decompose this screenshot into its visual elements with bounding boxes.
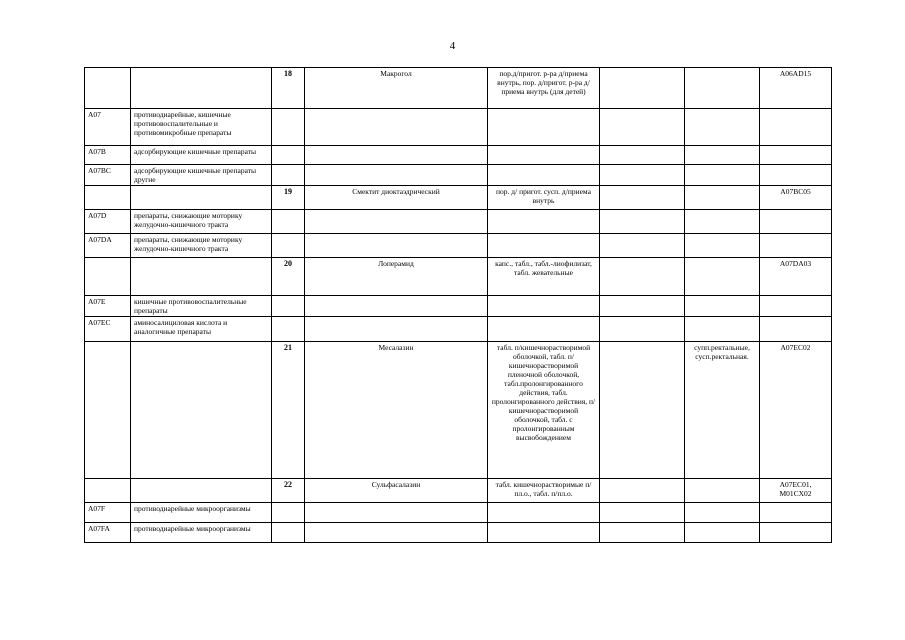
atc-code-cell	[760, 503, 832, 523]
dosage-form-cell: табл. п/кишечнорастворимой оболочкой, табл. п/кишечнорастворимой пленочной оболочкой, табл.пролонгированного действия, табл. пролонгированного действия, п/кишечнорастворимой оболочкой, табл. с пролонгированным высвобождением	[488, 342, 600, 479]
dosage-form-cell	[488, 523, 600, 543]
drug-name-cell	[305, 210, 488, 234]
drug-name-cell	[305, 317, 488, 342]
atc-group-code-cell	[85, 258, 131, 296]
atc-code-cell	[760, 165, 832, 186]
atc-group-code-cell: A07EC	[85, 317, 131, 342]
row-number-cell	[272, 210, 305, 234]
group-name-cell	[131, 258, 272, 296]
extra-col-2-cell	[685, 503, 760, 523]
dosage-form-cell: табл. кишечнорастворимые п/пл.о., табл. п/пл.о.	[488, 479, 600, 503]
row-number-cell: 21	[272, 342, 305, 479]
group-name-cell	[131, 186, 272, 210]
drug-name-cell	[305, 165, 488, 186]
drug-name-cell	[305, 503, 488, 523]
extra-col-1-cell	[600, 296, 685, 317]
drug-name-cell	[305, 296, 488, 317]
dosage-form-cell: пор.д/пригот. р-ра д/приема внутрь, пор. д/пригот. р-ра д/приема внутрь (для детей)	[488, 68, 600, 109]
group-name-cell: противодиарейные микроорганизмы	[131, 503, 272, 523]
extra-col-1-cell	[600, 68, 685, 109]
extra-col-2-cell	[685, 109, 760, 146]
dosage-form-cell	[488, 146, 600, 165]
extra-col-1-cell	[600, 186, 685, 210]
table-row	[85, 258, 832, 296]
table-row	[85, 210, 832, 234]
table-row	[85, 342, 832, 479]
table-row	[85, 296, 832, 317]
group-name-cell: препараты, снижающие моторику желудочно-кишечного тракта	[131, 210, 272, 234]
extra-col-2-cell	[685, 165, 760, 186]
extra-col-1-cell	[600, 165, 685, 186]
table-body	[85, 68, 832, 543]
extra-col-2-cell	[685, 523, 760, 543]
extra-col-2-cell	[685, 296, 760, 317]
extra-col-2-cell: супп.ректальные, сусп.ректальная.	[685, 342, 760, 479]
atc-group-code-cell	[85, 342, 131, 479]
row-number-cell: 18	[272, 68, 305, 109]
drug-name-cell: Месалазин	[305, 342, 488, 479]
drug-name-cell: Сульфасалазин	[305, 479, 488, 503]
table-row	[85, 479, 832, 503]
extra-col-1-cell	[600, 146, 685, 165]
extra-col-1-cell	[600, 342, 685, 479]
dosage-form-cell	[488, 296, 600, 317]
atc-code-cell	[760, 296, 832, 317]
row-number-cell	[272, 109, 305, 146]
atc-code-cell	[760, 234, 832, 258]
atc-code-cell: A07EC01, M01CX02	[760, 479, 832, 503]
atc-group-code-cell: A07E	[85, 296, 131, 317]
atc-group-code-cell: A07	[85, 109, 131, 146]
table-row	[85, 503, 832, 523]
group-name-cell: кишечные противовоспалительные препараты	[131, 296, 272, 317]
atc-group-code-cell: A07F	[85, 503, 131, 523]
drug-name-cell: Смектит диоктаэдрический	[305, 186, 488, 210]
row-number-cell	[272, 165, 305, 186]
drug-name-cell	[305, 523, 488, 543]
extra-col-2-cell	[685, 146, 760, 165]
dosage-form-cell	[488, 109, 600, 146]
table-row	[85, 186, 832, 210]
atc-group-code-cell: A07B	[85, 146, 131, 165]
atc-code-cell: A07BC05	[760, 186, 832, 210]
row-number-cell	[272, 296, 305, 317]
extra-col-2-cell	[685, 186, 760, 210]
atc-code-cell	[760, 523, 832, 543]
extra-col-1-cell	[600, 258, 685, 296]
row-number-cell: 19	[272, 186, 305, 210]
group-name-cell	[131, 479, 272, 503]
group-name-cell: противодиарейные, кишечные противовоспалительные и противомикробные препараты	[131, 109, 272, 146]
table-row	[85, 317, 832, 342]
drug-name-cell: Лоперамид	[305, 258, 488, 296]
extra-col-1-cell	[600, 317, 685, 342]
group-name-cell	[131, 68, 272, 109]
table-row	[85, 234, 832, 258]
drug-name-cell: Макрогол	[305, 68, 488, 109]
group-name-cell: адсорбирующие кишечные препараты другие	[131, 165, 272, 186]
group-name-cell	[131, 342, 272, 479]
drug-name-cell	[305, 234, 488, 258]
row-number-cell	[272, 234, 305, 258]
extra-col-1-cell	[600, 234, 685, 258]
dosage-form-cell	[488, 234, 600, 258]
atc-group-code-cell	[85, 68, 131, 109]
dosage-form-cell: пор. д/ пригот. сусп. д/приема внутрь	[488, 186, 600, 210]
extra-col-2-cell	[685, 210, 760, 234]
group-name-cell: препараты, снижающие моторику желудочно-кишечного тракта	[131, 234, 272, 258]
table-row	[85, 146, 832, 165]
row-number-cell: 20	[272, 258, 305, 296]
atc-code-cell	[760, 109, 832, 146]
atc-code-cell	[760, 210, 832, 234]
atc-group-code-cell: A07DA	[85, 234, 131, 258]
atc-group-code-cell	[85, 479, 131, 503]
group-name-cell: противодиарейные микроорганизмы	[131, 523, 272, 543]
page-number: 4	[449, 40, 456, 52]
table-row	[85, 68, 832, 109]
table-row	[85, 109, 832, 146]
row-number-cell	[272, 503, 305, 523]
extra-col-1-cell	[600, 523, 685, 543]
atc-code-cell: A07EC02	[760, 342, 832, 479]
drug-name-cell	[305, 109, 488, 146]
extra-col-1-cell	[600, 210, 685, 234]
extra-col-1-cell	[600, 109, 685, 146]
atc-group-code-cell: A07BC	[85, 165, 131, 186]
dosage-form-cell	[488, 317, 600, 342]
drug-name-cell	[305, 146, 488, 165]
extra-col-2-cell	[685, 258, 760, 296]
row-number-cell: 22	[272, 479, 305, 503]
table-row	[85, 523, 832, 543]
atc-group-code-cell: A07D	[85, 210, 131, 234]
atc-code-cell: A07DA03	[760, 258, 832, 296]
extra-col-2-cell	[685, 234, 760, 258]
dosage-form-cell	[488, 165, 600, 186]
drug-table	[84, 67, 832, 543]
group-name-cell: адсорбирующие кишечные препараты	[131, 146, 272, 165]
extra-col-2-cell	[685, 317, 760, 342]
dosage-form-cell	[488, 503, 600, 523]
extra-col-2-cell	[685, 479, 760, 503]
extra-col-1-cell	[600, 479, 685, 503]
extra-col-1-cell	[600, 503, 685, 523]
atc-code-cell: A06AD15	[760, 68, 832, 109]
table-row	[85, 165, 832, 186]
atc-code-cell	[760, 146, 832, 165]
atc-group-code-cell	[85, 186, 131, 210]
row-number-cell	[272, 146, 305, 165]
dosage-form-cell: капс., табл., табл.-лиофилизат, табл. жевательные	[488, 258, 600, 296]
row-number-cell	[272, 523, 305, 543]
group-name-cell: аминосалициловая кислота и аналогичные препараты	[131, 317, 272, 342]
atc-group-code-cell: A07FA	[85, 523, 131, 543]
row-number-cell	[272, 317, 305, 342]
dosage-form-cell	[488, 210, 600, 234]
extra-col-2-cell	[685, 68, 760, 109]
atc-code-cell	[760, 317, 832, 342]
